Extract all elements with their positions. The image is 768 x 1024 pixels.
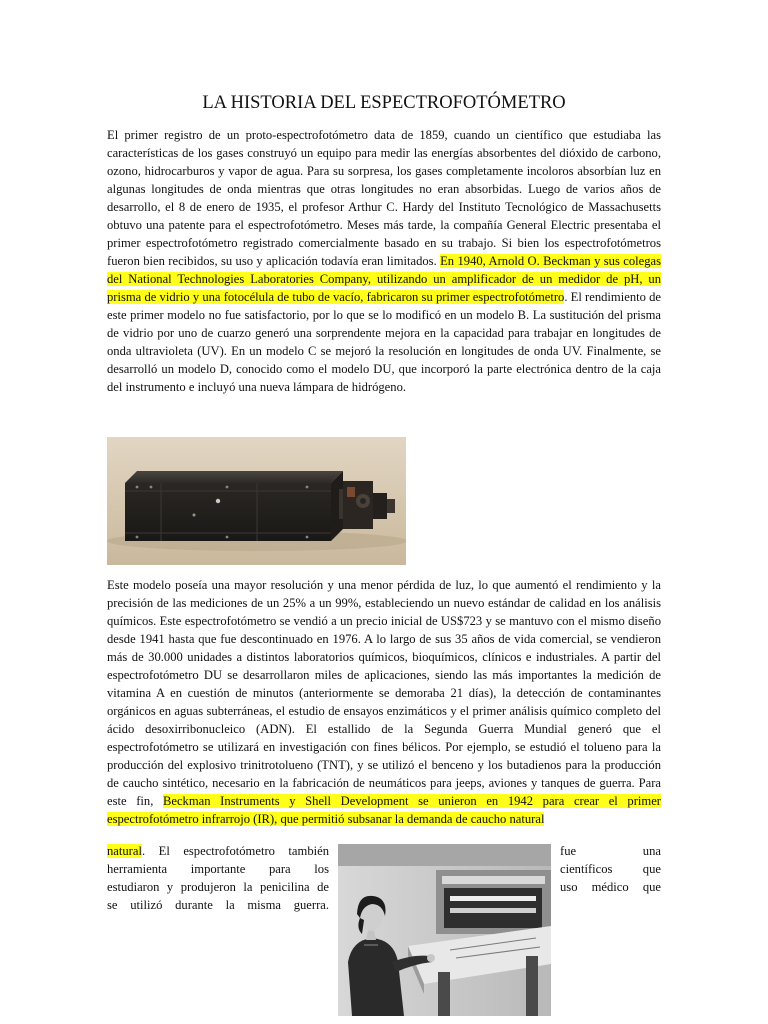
paragraph-1-text-start: El primer registro de un proto-espectrofotómetro data de 1859, cuando un científico que estudiaba las características de los gases construyó un equipo para medir las energías absorbentes del dióxido de carbono, ozono, hidrocarburos y vapor de agua. Para su sorpresa, los gases completamente incoloros absorbían luz en algunas longitudes de onda mientras que otras longitudes no eran absorbidas. Luego de varios años de desarrollo, el 8 de enero de 1935, el profesor Arthur C. Hardy del Instituto Tecnológico de Massachusetts obtuvo una patente para el espectrofotómetro. Meses más tarde, la compañía General Electric presentaba el primer espectrofotómetro registrado comercialmente basado en su trabajo. Si bien los espectrofotómetros fueron bien recibidos, su uso y aplicación todavía eran limitados. (107, 128, 661, 268)
wrap-left-line-text: El espectrofotómetro también (158, 844, 329, 858)
paragraph-2-highlight: Beckman Instruments y Shell Development se unieron en 1942 para crear el primer espectrofotómetro infrarrojo (IR), que permitió subsanar la demanda de caucho natural (107, 794, 662, 826)
scientist-photo (338, 844, 551, 1016)
paragraph-1-text-end: . El rendimiento de este primer modelo no fue satisfactorio, por lo que se lo modificó en un modelo B. La sustitución del prisma de vidrio por uno de cuarzo generó una sorprendente mejora en la capacidad para trabajar en longitudes de onda ultravioleta (UV). En un modelo C se mejoró la resolución en longitudes de onda UV. Finalmente, se desarrolló un modelo D, conocido como el modelo DU, que incorporó la parte electrónica dentro de la caja del instrumento e incluyó una nueva lámpara de hidrógeno. (107, 290, 661, 394)
wrap-right-line: científicos que (560, 862, 661, 876)
wrap-left-line: estudiaron y produjeron la penicilina de (107, 880, 329, 894)
paragraph-2-wrap-left-column (107, 842, 329, 914)
page-title: LA HISTORIA DEL ESPECTROFOTÓMETRO (202, 93, 566, 113)
paragraph-2-wrap-right-column (560, 842, 661, 896)
wrap-right-line: uso médico que (560, 880, 661, 894)
wrap-left-line: natural. El espectrofotómetro también (107, 844, 329, 858)
paragraph-2-highlight-tail: natural (107, 844, 142, 858)
paragraph-2-text-start: Este modelo poseía una mayor resolución y una menor pérdida de luz, lo que aumentó el rendimiento y la precisión de las mediciones de un 25% a un 99%, estableciendo un nuevo estándar de calidad en los análisis químicos. Este espectrofotómetro se vendió a un precio inicial de US$723 y se mantuvo con el mismo diseño desde 1941 hasta que fue descontinuado en 1976. A lo largo de sus 35 años de vida comercial, se vendieron más de 30.000 unidades a distintos laboratorios químicos, bioquímicos, clínicos e industriales. A partir del espectrofotómetro DU se desarrollaron miles de aplicaciones, siendo las más importantes la medición de vitamina A en cuestión de minutos (anteriormente se demoraba 21 días), la detección de contaminantes orgánicos en aguas subterráneas, el estudio de ensayos enzimáticos y el primer análisis químico completo del ácido desoxirribonucleico (ADN). El estallido de la Segunda Guerra Mundial generó que el espectrofotómetro se utilizará en investigación con fines bélicos. Por ejemplo, se estudió el tolueno para la producción del explosivo trinitrotolueno (TNT), y se utilizó el benceno y los butadienos para la producción de caucho sintético, necesario en la fabricación de neumáticos para jeeps, aviones y tanques de guerra. Para este fin, (107, 578, 661, 808)
wrap-left-line: herramienta importante para los (107, 862, 329, 876)
paragraph-2 (107, 576, 661, 828)
paragraph-1-highlight: En 1940, Arnold O. Beckman y sus colegas del National Technologies Laboratories Company, utilizando un amplificador de un medidor de pH, un prisma de vidrio y una fotocélula de tubo de vacío, fabricaron su primer espectrofotómetro (107, 254, 661, 304)
instrument-photo (107, 437, 406, 565)
paragraph-1 (107, 126, 661, 396)
wrap-right-line: fue una (560, 844, 661, 858)
wrap-left-line: se utilizó durante la misma guerra. (107, 898, 329, 912)
